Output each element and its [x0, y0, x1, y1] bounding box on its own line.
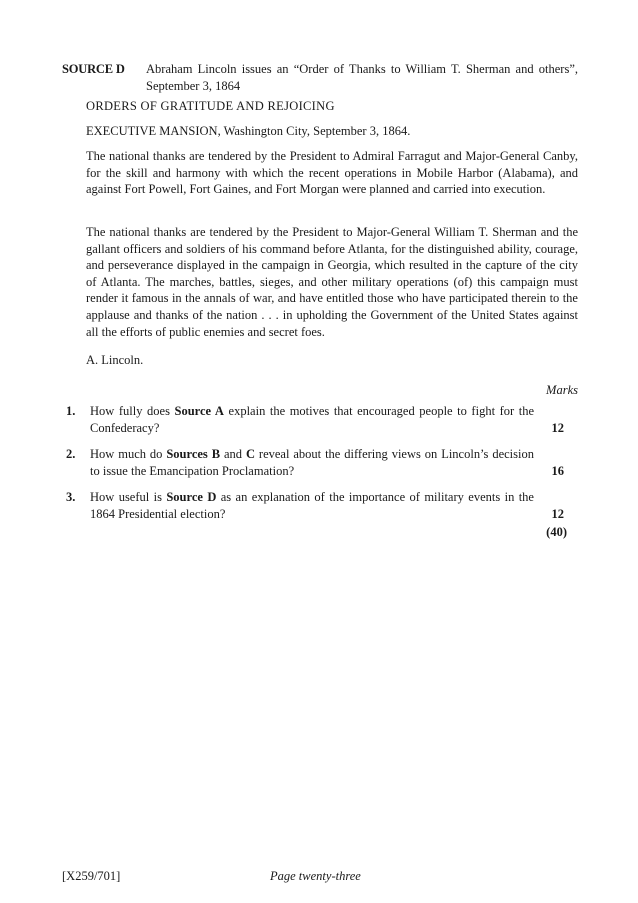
question-text: How useful is Source D as an explanation of the importance of military events in the 1864 Presidential election? [90, 490, 534, 521]
document-paragraph-1: The national thanks are tendered by the President to Admiral Farragut and Major-General Canby, for the skill and harmony with which the recent operations in Mobile Harbor (Alabama), and against Fort Powell, Fort Gaines, and Fort Morgan were planned and carried into execution. [86, 149, 578, 197]
question-text: How much do Sources B and C reveal about the differing views on Lincoln’s decision to issue the Emancipation Proclamation? [90, 447, 534, 478]
question-marks: 12 [551, 421, 564, 435]
question-3 [66, 489, 578, 523]
page-number: Page twenty-three [270, 869, 361, 883]
question-marks: 16 [551, 464, 564, 478]
question-marks: 12 [551, 507, 564, 521]
document-heading: ORDERS OF GRATITUDE AND REJOICING [86, 99, 335, 113]
question-text: How fully does Source A explain the motives that encouraged people to fight for the Confederacy? [90, 404, 534, 435]
source-header [62, 61, 578, 95]
paper-code: [X259/701] [62, 869, 121, 883]
document-location-line: EXECUTIVE MANSION, Washington City, September 3, 1864. [86, 124, 411, 138]
source-label: SOURCE D [62, 62, 125, 76]
total-marks: (40) [546, 525, 567, 539]
source-description: Abraham Lincoln issues an “Order of Thanks to William T. Sherman and others”, September 3, 1864 [146, 62, 578, 93]
document-paragraph-2: The national thanks are tendered by the President to Major-General William T. Sherman and the gallant officers and soldiers of his command before Atlanta, for the distinguished ability, courage, and perseverance displayed in the campaign in Georgia, which resulted in the capture of the city of Atlanta. The marches, battles, sieges, and other military operations (of) this campaign must render it famous in the annals of war, and have entitled those who have participated therein to the applause and thanks of the nation . . . in upholding the Government of the United States against all the efforts of public enemies and secret foes. [86, 225, 578, 339]
question-2 [66, 446, 578, 480]
question-number: 1. [66, 404, 76, 418]
question-1 [66, 403, 578, 437]
document-signature: A. Lincoln. [86, 353, 144, 367]
marks-column-header: Marks [546, 383, 578, 397]
question-number: 2. [66, 447, 76, 461]
question-number: 3. [66, 490, 76, 504]
